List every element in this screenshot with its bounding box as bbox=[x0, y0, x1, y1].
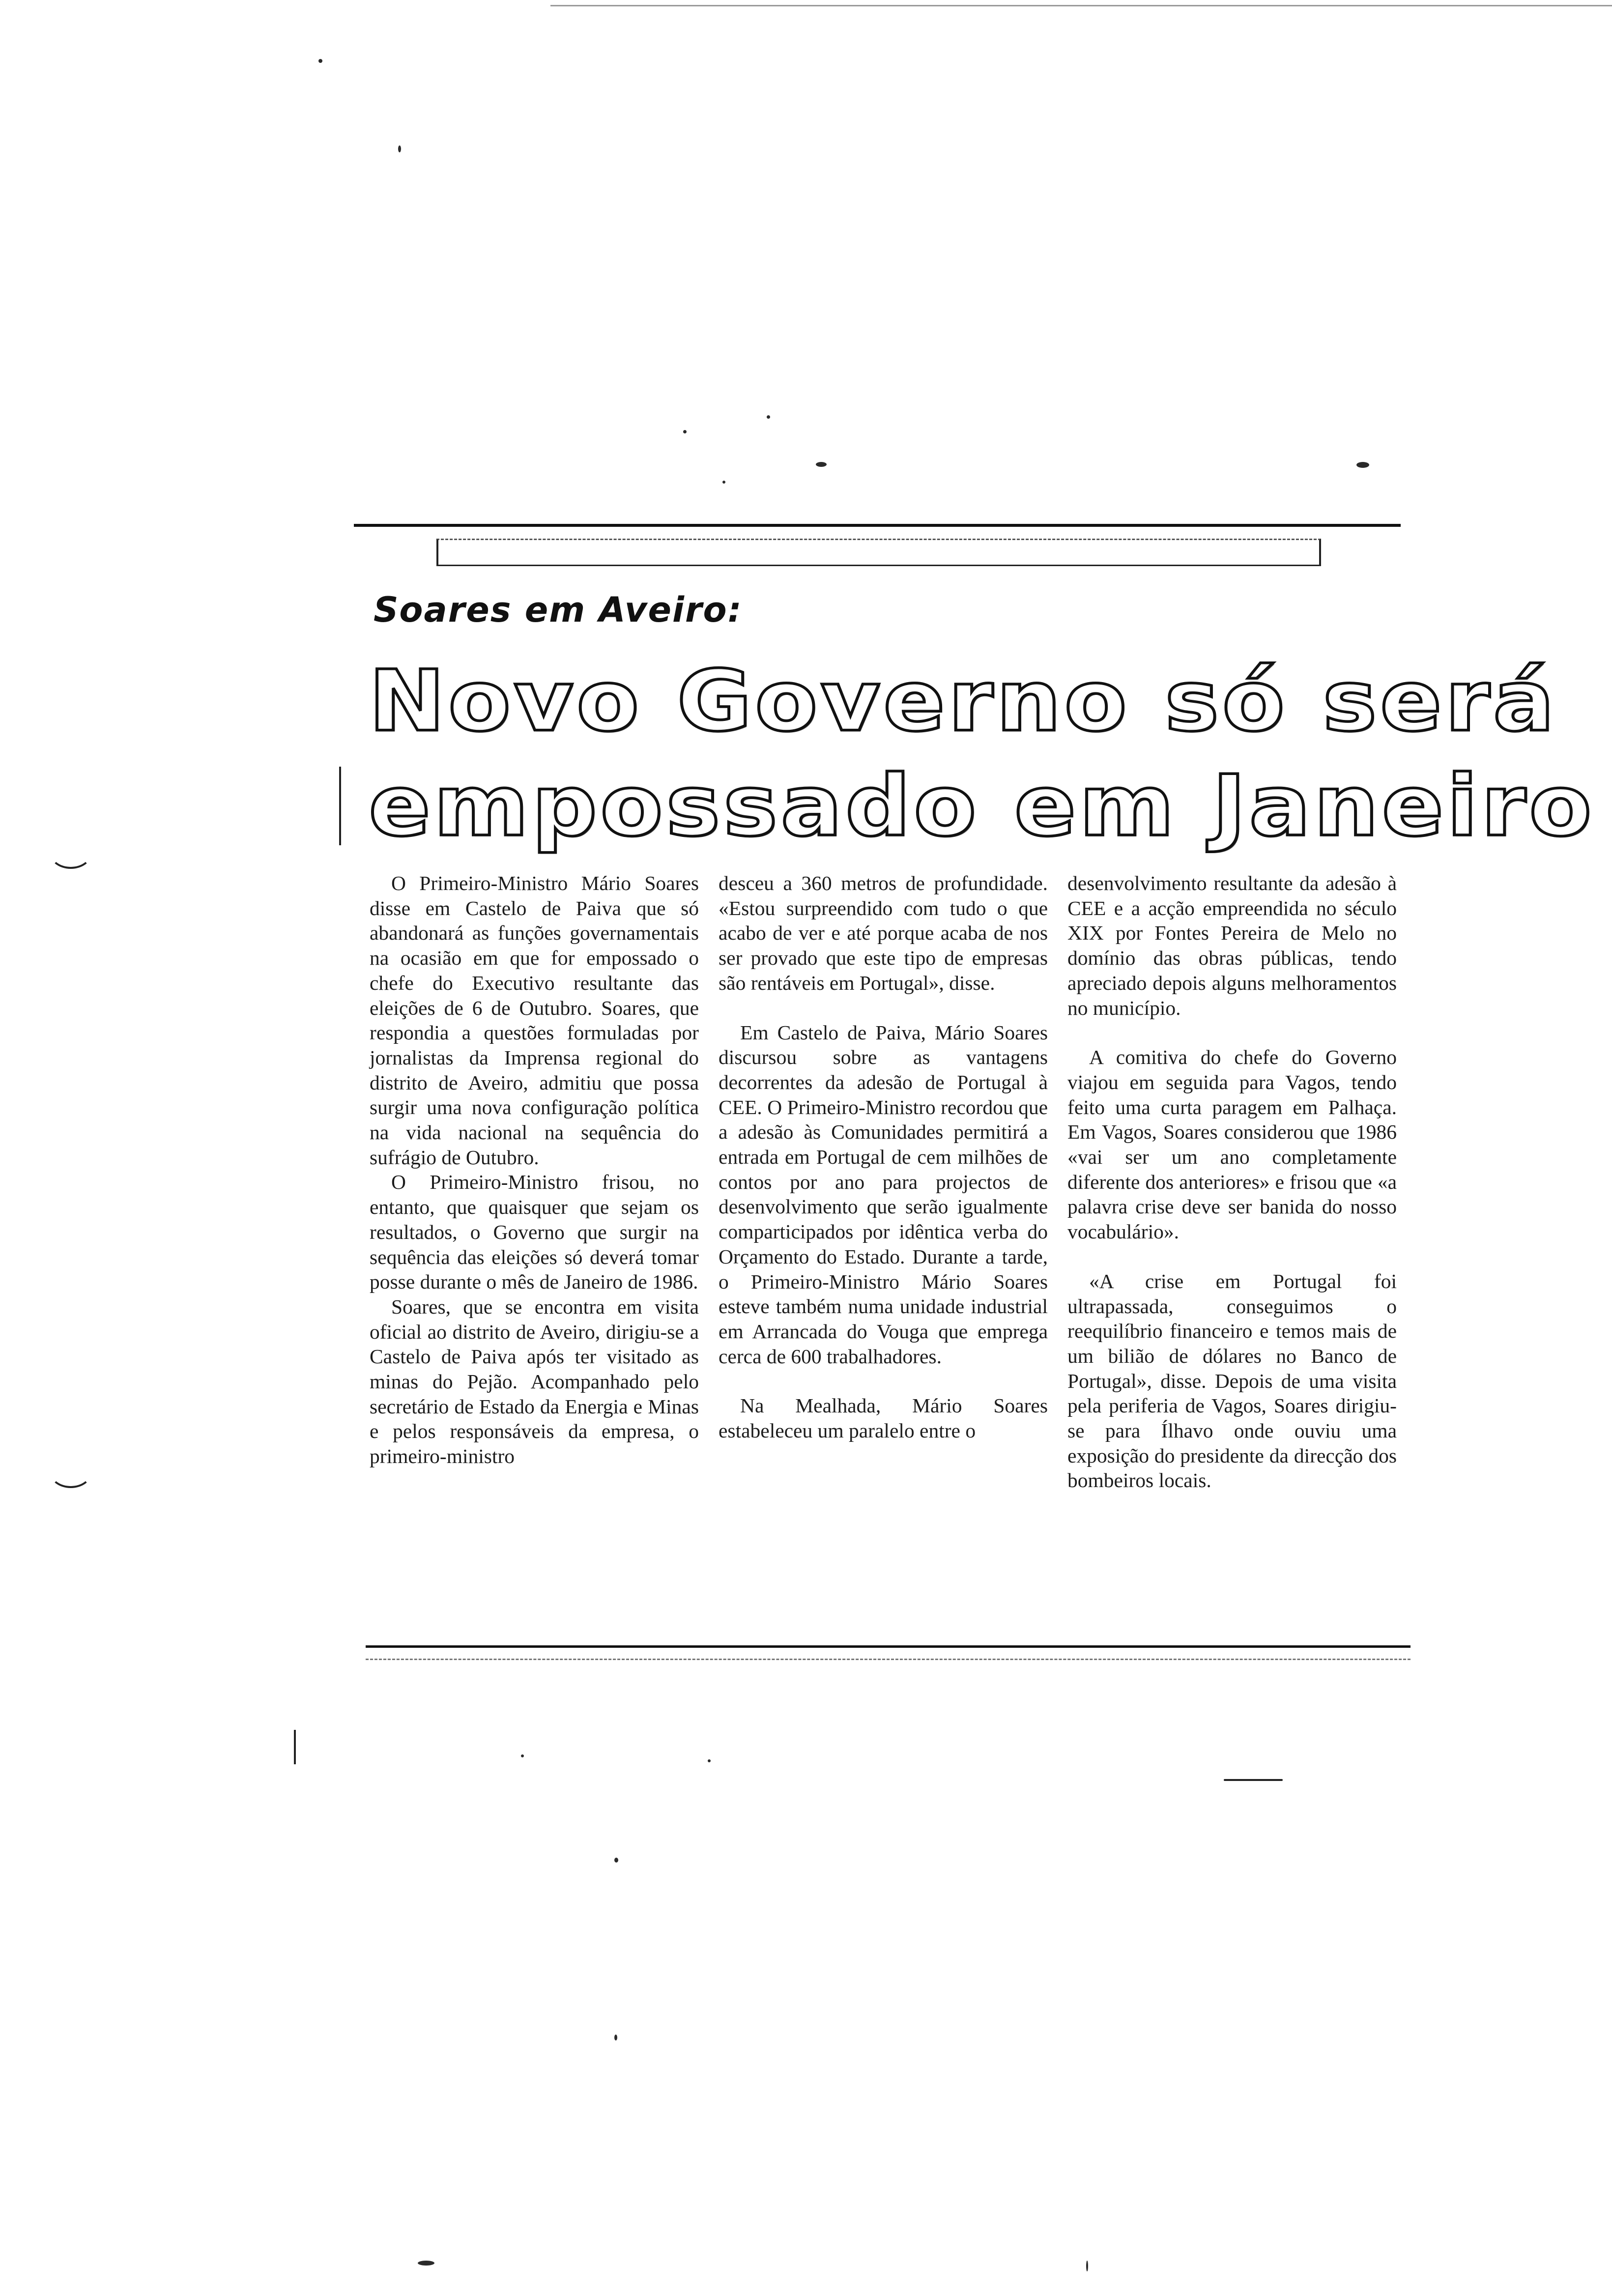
scan-speck bbox=[767, 415, 770, 419]
margin-dash-mark bbox=[1224, 1779, 1283, 1781]
scan-speck bbox=[521, 1754, 524, 1757]
scan-speck bbox=[722, 481, 725, 484]
top-rule-box bbox=[436, 539, 1321, 566]
paragraph: «A crise em Portugal foi ultrapassada, conseguimos o reequilíbrio financeiro e temos mais de um bilião de dólares no Banco de Portugal», disse. Depois de uma visita pela periferia de Vagos, Soares dirigiu-se para Ílhavo onde ouviu uma exposição do presidente da direcção dos bombeiros locais. bbox=[1067, 1269, 1397, 1492]
newspaper-clipping bbox=[354, 511, 1595, 1691]
paragraph: O Primeiro-Ministro frisou, no entanto, que quaisquer que sejam os resultados, o Governo que surgir na sequência das eleições só deverá tomar posse durante o mês de Janeiro de 1986. bbox=[370, 1171, 699, 1293]
paragraph: desceu a 360 metros de profundidade. «Estou surpreendido com tudo o que acabo de ver e até porque acaba de nos ser provado que este tipo de empresas são rentáveis em Portugal», disse. bbox=[719, 872, 1048, 994]
scan-speck bbox=[683, 430, 687, 433]
headline-line-2: empossado em Janeiro bbox=[369, 756, 1595, 855]
article-headline bbox=[369, 649, 1595, 859]
article-column-3 bbox=[1067, 871, 1397, 1493]
paragraph: Na Mealhada, Mário Soares estabeleceu um paralelo entre o bbox=[719, 1394, 1048, 1442]
scan-speck bbox=[318, 59, 322, 63]
margin-tick-mark bbox=[339, 767, 341, 845]
top-rule bbox=[354, 524, 1401, 527]
scan-speck bbox=[1356, 462, 1369, 468]
scan-top-edge-line bbox=[550, 5, 1612, 6]
scan-speck bbox=[418, 2261, 434, 2266]
article-kicker: Soares em Aveiro: bbox=[374, 590, 743, 630]
scan-speck bbox=[708, 1759, 711, 1762]
scan-speck bbox=[398, 145, 401, 152]
margin-curve-mark bbox=[49, 1455, 92, 1488]
bottom-rule bbox=[366, 1645, 1410, 1648]
margin-curve-mark bbox=[49, 835, 92, 869]
bottom-dashed-rule bbox=[366, 1659, 1410, 1660]
paragraph: A comitiva do chefe do Governo viajou em seguida para Vagos, tendo feito uma curta paragem em Palhaça. Em Vagos, Soares considerou que 1986 «vai ser um ano completamente diferente dos anteriores» e frisou que «a palavra crise deve ser banida do nosso vocabulário». bbox=[1067, 1046, 1397, 1243]
margin-tick-mark bbox=[294, 1730, 296, 1764]
paragraph: desenvolvimento resultante da adesão à CEE e a acção empreendida no século XIX por Fontes Pereira de Melo no domínio das obras públicas, tendo apreciado depois alguns melhoramentos no município. bbox=[1067, 872, 1397, 1019]
article-column-1 bbox=[370, 871, 699, 1493]
scan-speck bbox=[1086, 2261, 1088, 2271]
article-column-2 bbox=[719, 871, 1048, 1493]
scan-speck bbox=[614, 1858, 618, 1863]
paragraph: Em Castelo de Paiva, Mário Soares discursou sobre as vantagens decorrentes da adesão de Portugal à CEE. O Primeiro-Ministro recordou que a adesão às Comunidades permitirá a entrada em Portugal de cem milhões de contos por ano para projectos de desenvolvimento que serão igualmente comparticipados por idêntica verba do Orçamento do Estado. Durante a tarde, o Primeiro-Ministro Mário Soares esteve também numa unidade industrial em Arrancada do Vouga que emprega cerca de 600 trabalhadores. bbox=[719, 1021, 1048, 1368]
paragraph: O Primeiro-Ministro Mário Soares disse em Castelo de Paiva que só abandonará as funções governamentais na ocasião em que for empossado o chefe do Executivo resultante das eleições de 6 de Outubro. Soares, que respondia a questões formuladas por jornalistas da Imprensa regional do distrito de Aveiro, admitiu que possa surgir uma nova configuração política na vida nacional na sequência do sufrágio de Outubro. bbox=[370, 872, 699, 1169]
article-body bbox=[370, 871, 1397, 1493]
scan-speck bbox=[816, 462, 827, 467]
headline-line-1: Novo Governo só será bbox=[369, 652, 1558, 750]
scan-speck bbox=[614, 2035, 617, 2040]
paragraph: Soares, que se encontra em visita oficial ao distrito de Aveiro, dirigiu-se a Castelo de Paiva após ter visitado as minas do Pejão. Acompanhado pelo secretário de Estado da Energia e Minas e pelos responsáveis da empresa, o primeiro-ministro bbox=[370, 1295, 699, 1468]
